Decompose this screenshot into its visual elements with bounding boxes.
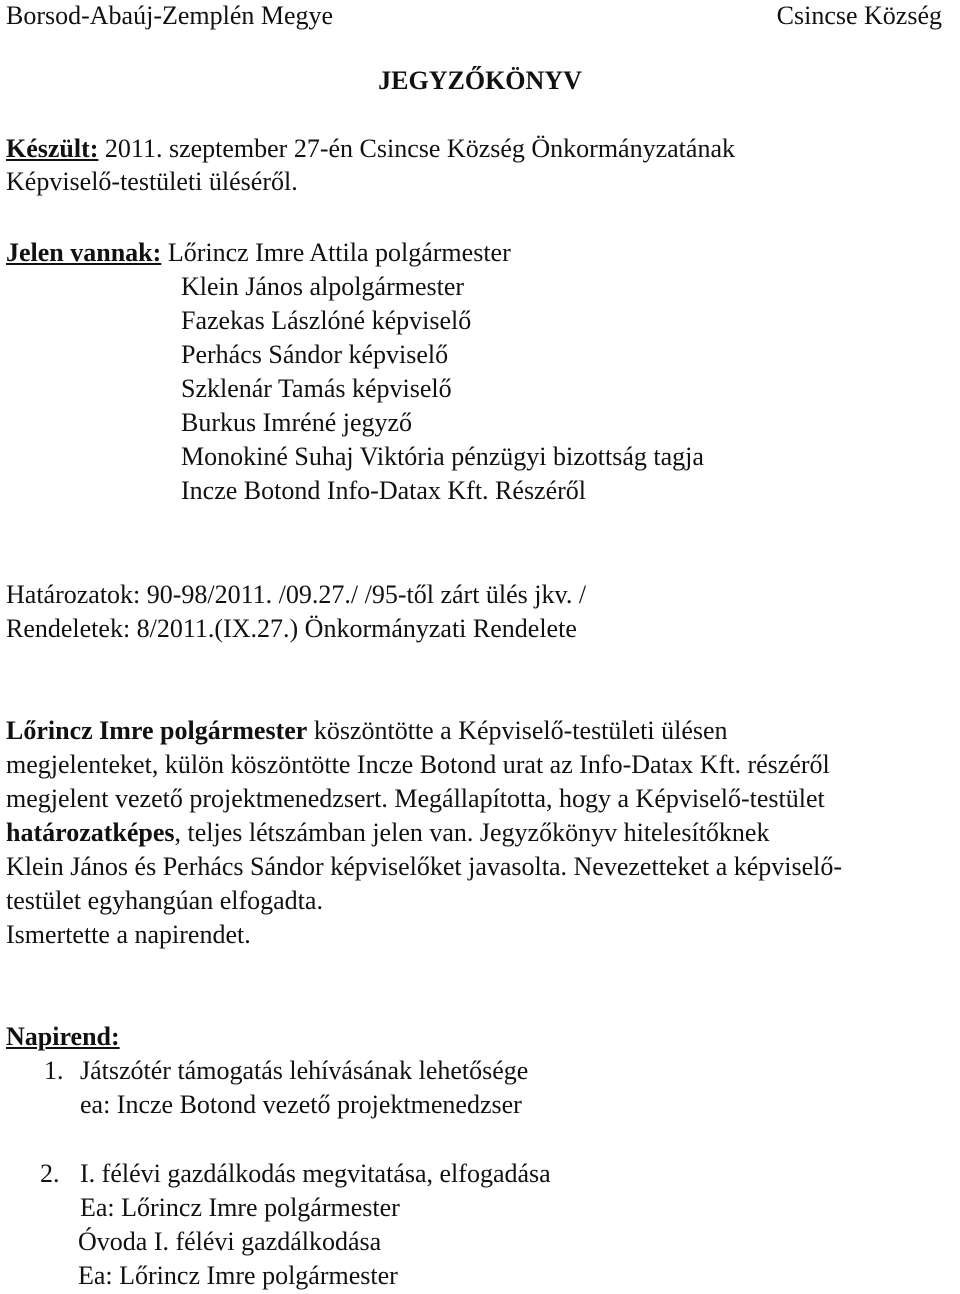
opening-line-3: megjelent vezető projektmenedzsert. Megállapította, hogy a Képviselő-testület [6,784,825,813]
opening-line-4 [6,820,769,846]
mayor-name: Lőrincz Imre polgármester [6,716,308,745]
decrees-line: Rendeletek: 8/2011.(IX.27.) Önkormányzati Rendelete [6,614,577,643]
attendee: Fazekas Lászlóné képviselő [181,306,472,335]
resolutions-line: Határozatok: 90-98/2011. /09.27./ /95-től zárt ülés jkv. / [6,580,587,609]
opening-line-6: testület egyhangúan elfogadta. [6,886,323,915]
prepared-label: Készült: [6,134,99,163]
agenda-item-presenter: ea: Incze Botond vezető projektmenedzser [80,1090,522,1119]
attendees-label: Jelen vannak: [6,238,162,267]
agenda-item-number: 1. [44,1056,64,1085]
opening-line-5: Klein János és Perhács Sándor képviselőket javasolta. Nevezetteket a képviselő- [6,852,843,881]
agenda-subitem-title: Óvoda I. félévi gazdálkodása [78,1227,382,1256]
attendee: Szklenár Tamás képviselő [181,374,452,403]
attendee: Perhács Sándor képviselő [181,340,449,369]
prepared-line-2: Képviselő-testületi üléséről. [6,167,298,196]
attendees-first-line [6,240,511,266]
agenda-item-title: Játszótér támogatás lehívásának lehetősége [80,1056,529,1085]
agenda-item-title: I. félévi gazdálkodás megvitatása, elfogadása [80,1159,551,1188]
prepared-text-1: 2011. szeptember 27-én Csincse Község Önkormányzatának [98,134,735,163]
agenda-item-number: 2. [40,1159,60,1188]
document-title: JEGYZŐKÖNYV [378,66,582,95]
prepared-line-1 [6,136,735,162]
county-name: Borsod-Abaúj-Zemplén Megye [6,1,334,30]
attendee: Incze Botond Info-Datax Kft. Részéről [181,476,587,505]
agenda-subitem-presenter: Ea: Lőrincz Imre polgármester [78,1261,398,1290]
agenda-item-presenter: Ea: Lőrincz Imre polgármester [80,1193,400,1222]
attendee: Klein János alpolgármester [181,272,465,301]
quorum-term: határozatképes [6,818,175,847]
opening-text: köszöntötte a Képviselő-testületi ülésen [307,716,728,745]
attendee: Lőrincz Imre Attila polgármester [161,238,511,267]
opening-line-2: megjelenteket, külön köszöntötte Incze Botond urat az Info-Datax Kft. részéről [6,750,830,779]
attendee: Monokiné Suhaj Viktória pénzügyi bizottság tagja [181,442,704,471]
attendee: Burkus Imréné jegyző [181,408,413,437]
agenda-label: Napirend: [6,1022,120,1051]
village-name: Csincse Község [776,1,942,30]
opening-line-7: Ismertette a napirendet. [6,920,251,949]
opening-line-1 [6,718,728,744]
opening-text: , teljes létszámban jelen van. Jegyzőkönyv hitelesítőknek [174,818,770,847]
